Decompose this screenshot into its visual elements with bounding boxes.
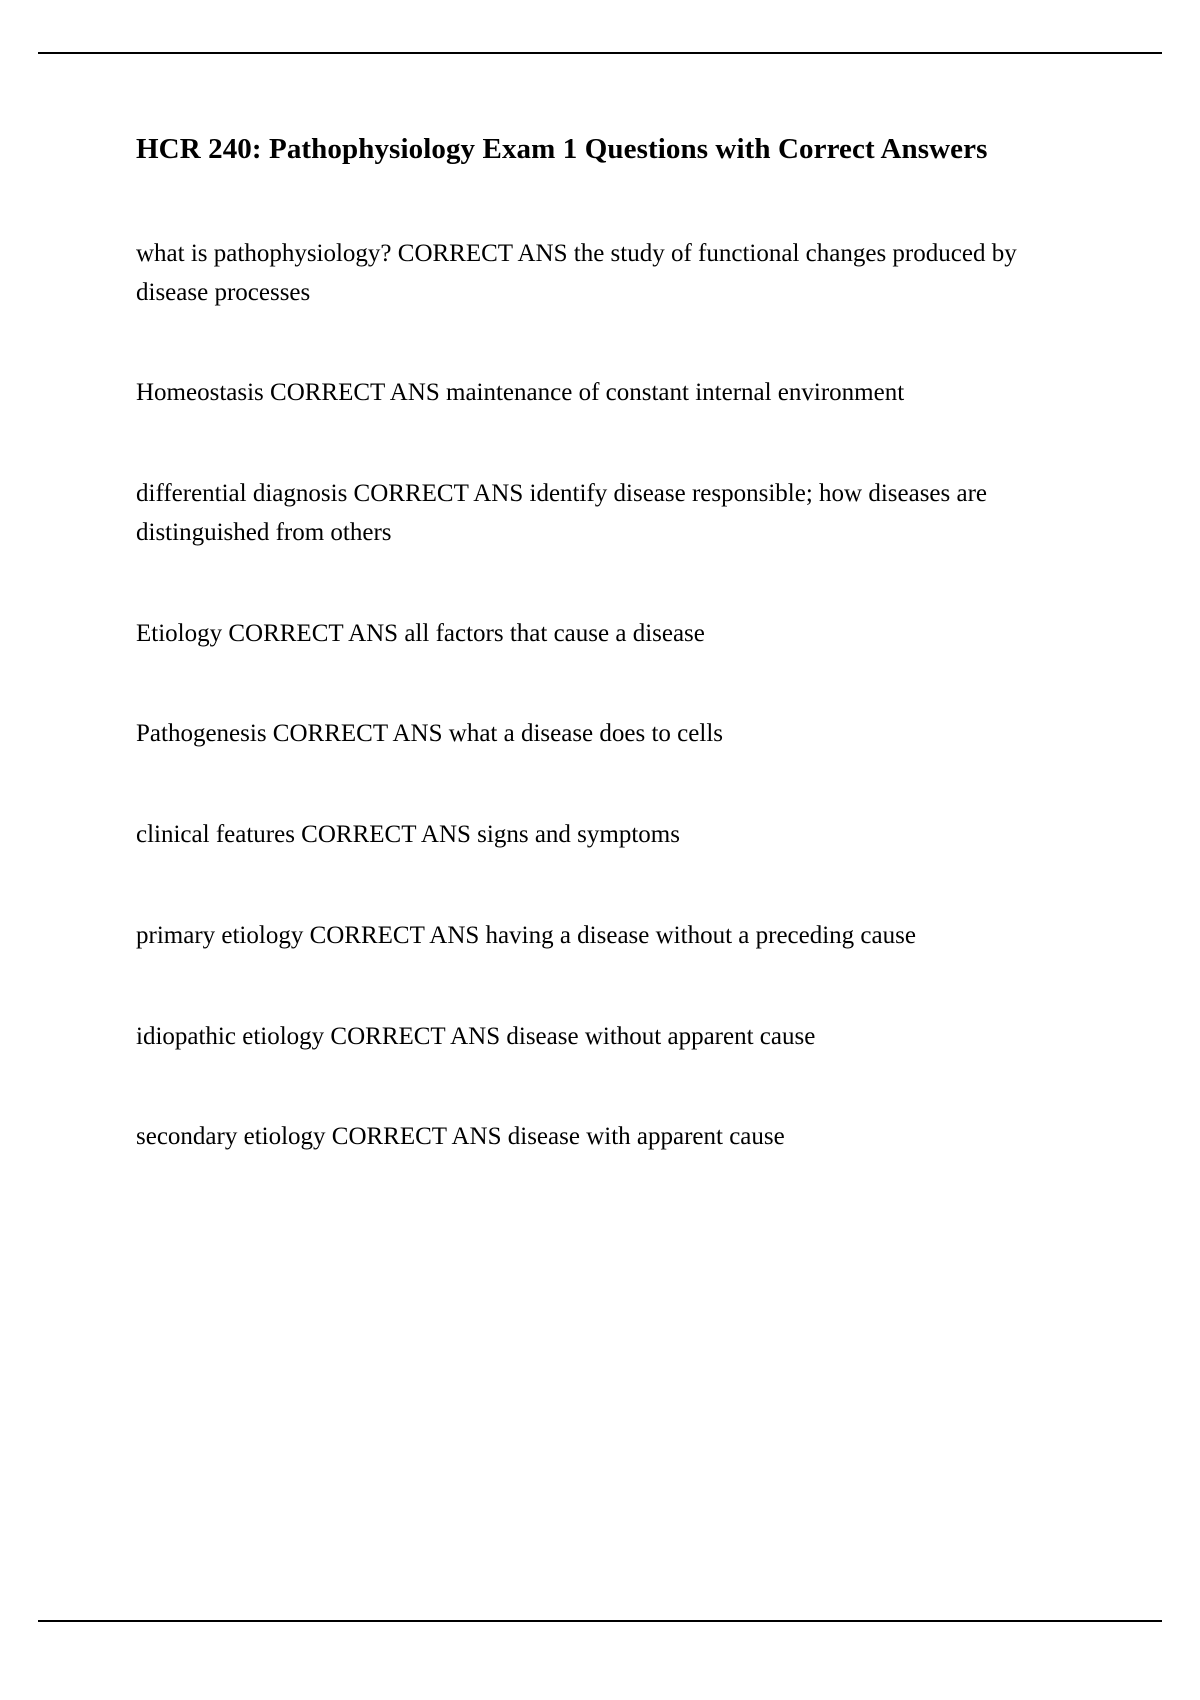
- qa-entry: primary etiology CORRECT ANS having a disease without a preceding cause: [136, 921, 916, 949]
- qa-entry: Homeostasis CORRECT ANS maintenance of constant internal environment: [136, 379, 905, 407]
- document-body: [136, 126, 1036, 1157]
- spacer: [136, 179, 1036, 235]
- page-bottom-divider: [38, 1620, 1162, 1622]
- spacer: [136, 553, 1036, 615]
- spacer: [136, 312, 1036, 374]
- spacer: [136, 653, 1036, 715]
- qa-entry: clinical features CORRECT ANS signs and symptoms: [136, 821, 680, 849]
- spacer: [136, 956, 1036, 1018]
- qa-entry: Etiology CORRECT ANS all factors that cause a disease: [136, 619, 705, 647]
- page-title: HCR 240: Pathophysiology Exam 1 Questions with Correct Answers: [136, 133, 988, 165]
- qa-entry: secondary etiology CORRECT ANS disease with apparent cause: [136, 1123, 785, 1151]
- page-top-divider: [38, 52, 1162, 54]
- qa-entry: Pathogenesis CORRECT ANS what a disease does to cells: [136, 720, 723, 748]
- qa-entry: differential diagnosis CORRECT ANS identify disease responsible; how diseases are distinguished from others: [136, 480, 988, 546]
- spacer: [136, 1056, 1036, 1118]
- qa-entry: idiopathic etiology CORRECT ANS disease without apparent cause: [136, 1022, 816, 1050]
- spacer: [136, 855, 1036, 917]
- spacer: [136, 413, 1036, 475]
- qa-entry: what is pathophysiology? CORRECT ANS the study of functional changes produced by disease processes: [136, 239, 1017, 306]
- spacer: [136, 754, 1036, 816]
